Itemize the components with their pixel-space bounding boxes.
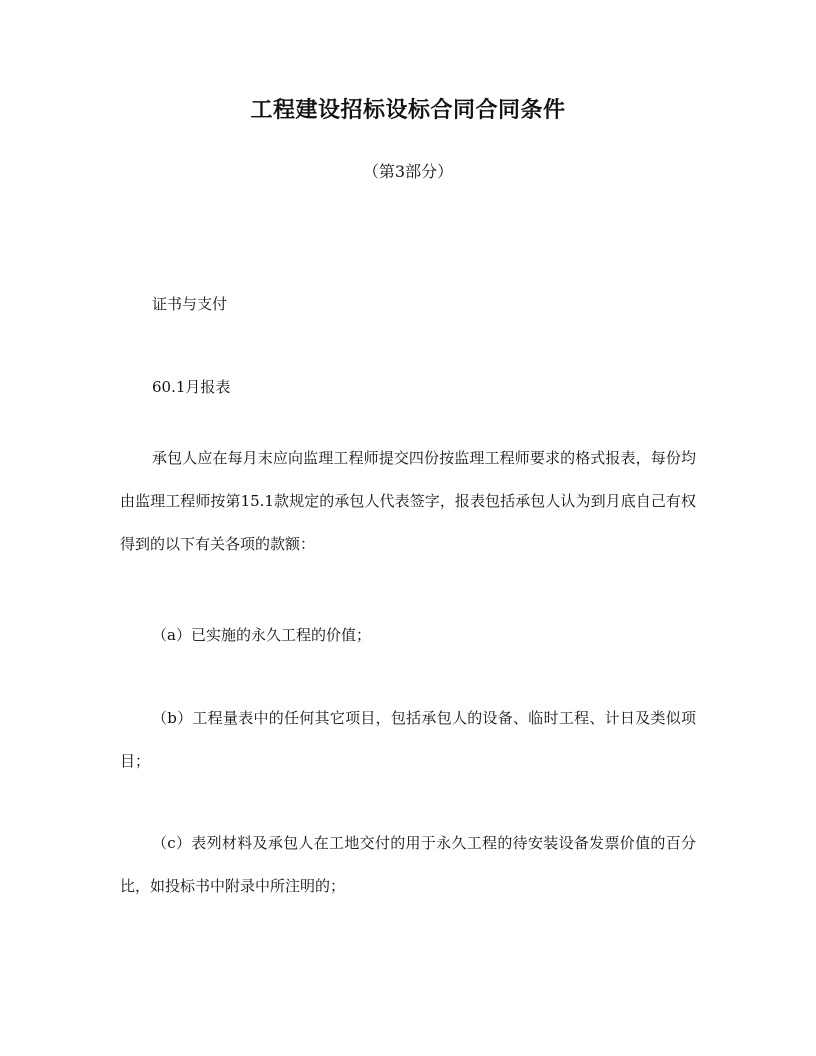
document-subtitle: （第3部分） — [362, 162, 454, 181]
paragraph-item-a: （a）已实施的永久工程的价值； — [152, 626, 371, 644]
section-heading: 证书与支付 — [152, 295, 228, 313]
clause-heading: 60.1月报表 — [152, 378, 231, 396]
paragraph-item-b: （b）工程量表中的任何其它项目，包括承包人的设备、临时工程、计日及类似项目； — [120, 709, 696, 770]
paragraph-item-c: （c）表列材料及承包人在工地交付的用于永久工程的待安装设备发票价值的百分比，如投标书中附录中所注明的； — [120, 834, 696, 895]
paragraph-monthly-statement: 承包人应在每月末应向监理工程师提交四份按监理工程师要求的格式报表，每份均由监理工程师按第15.1款规定的承包人代表签字，报表包括承包人认为到月底自己有权得到的以下有关各项的款额： — [120, 449, 696, 553]
document-title: 工程建设招标设标合同合同条件 — [250, 98, 566, 123]
